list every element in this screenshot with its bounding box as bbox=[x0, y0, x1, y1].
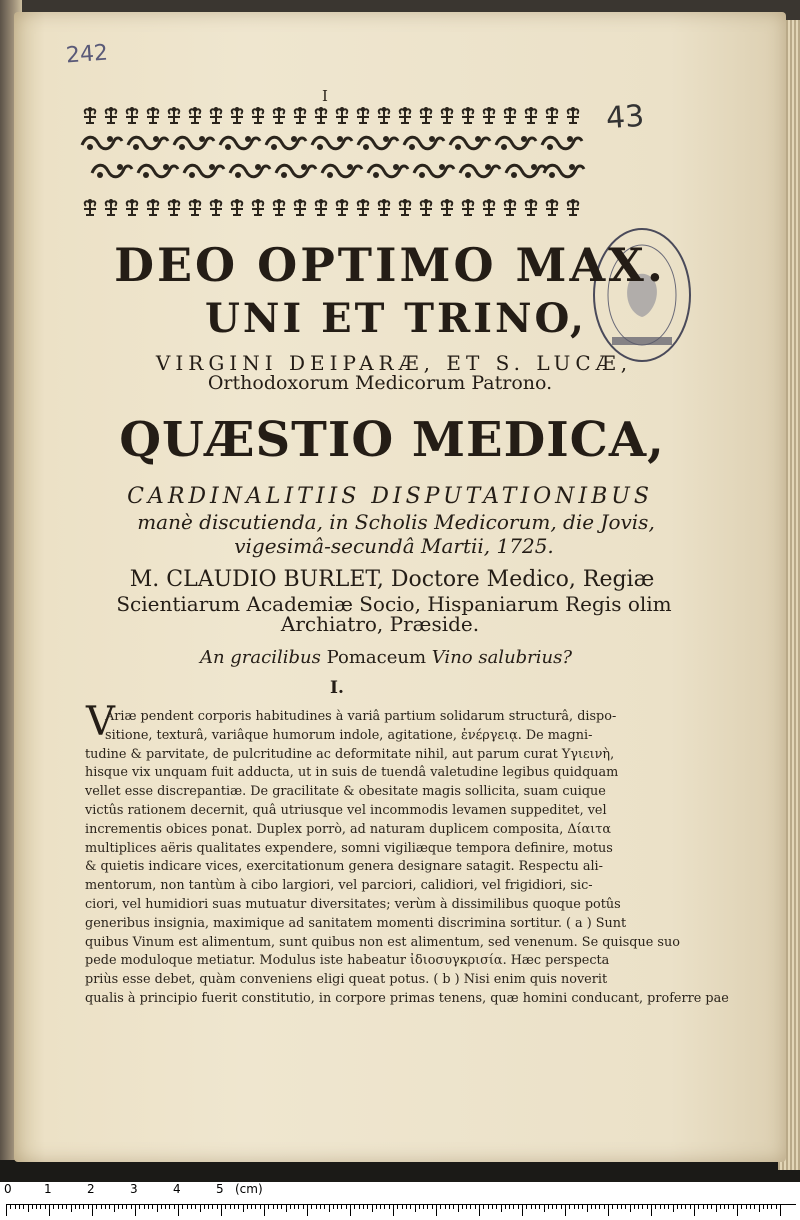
ruler-tick bbox=[178, 1204, 179, 1216]
ruler-tick bbox=[655, 1204, 656, 1209]
question-part-1: An gracilibus bbox=[199, 647, 321, 668]
scale-ruler bbox=[0, 1182, 800, 1220]
ruler-tick bbox=[587, 1204, 588, 1212]
ruler-tick bbox=[698, 1204, 699, 1209]
ruler-tick bbox=[612, 1204, 613, 1209]
ruler-tick bbox=[157, 1204, 158, 1212]
ruler-tick bbox=[638, 1204, 639, 1209]
ruler-tick bbox=[552, 1204, 553, 1209]
ruler-tick bbox=[45, 1204, 46, 1209]
ruler-tick bbox=[630, 1204, 631, 1212]
title-line-1: DEO OPTIMO MAX. bbox=[114, 238, 666, 292]
ruler-tick bbox=[737, 1204, 738, 1216]
ruler-tick bbox=[234, 1204, 235, 1209]
ruler-tick bbox=[260, 1204, 261, 1209]
ruler-tick bbox=[384, 1204, 385, 1209]
ruler-tick bbox=[114, 1204, 115, 1212]
ruler-tick bbox=[578, 1204, 579, 1209]
ruler-tick bbox=[92, 1204, 93, 1216]
ruler-tick bbox=[148, 1204, 149, 1209]
ruler-tick bbox=[462, 1204, 463, 1209]
ruler-tick bbox=[169, 1204, 170, 1209]
folio-number: I bbox=[322, 87, 328, 105]
praeses-line-2: Scientiarum Academiæ Socio, Hispaniarum Regis olim bbox=[116, 592, 672, 616]
ruler-tick bbox=[668, 1204, 669, 1209]
ornament-row-scroll-2 bbox=[92, 164, 584, 178]
ruler-tick bbox=[247, 1204, 248, 1209]
ruler-tick bbox=[711, 1204, 712, 1209]
ruler-tick bbox=[703, 1204, 704, 1209]
ruler-tick bbox=[518, 1204, 519, 1209]
ruler-tick bbox=[642, 1204, 643, 1209]
ruler-tick bbox=[776, 1204, 777, 1209]
question-line bbox=[0, 647, 786, 668]
ruler-tick bbox=[591, 1204, 592, 1209]
ruler-tick bbox=[488, 1204, 489, 1209]
ruler-tick bbox=[174, 1204, 175, 1209]
ruler-tick bbox=[617, 1204, 618, 1209]
manuscript-number: 242 bbox=[65, 40, 109, 69]
ruler-tick bbox=[621, 1204, 622, 1209]
drop-cap: V bbox=[86, 699, 115, 745]
ruler-unit: (cm) bbox=[235, 1182, 263, 1196]
body-line: Ariæ pendent corporis habitudines à variâ partium solidarum structurâ, dispo- bbox=[105, 709, 617, 724]
ruler-tick bbox=[354, 1204, 355, 1209]
body-line: qualis à principio fuerit constitutio, in corpore primas tenens, quæ homini conducant, proferre pae bbox=[85, 990, 729, 1006]
ruler-tick bbox=[126, 1204, 127, 1209]
body-line: multiplices aëris qualitates expendere, somni vigiliæque tempora definire, motus bbox=[85, 840, 613, 856]
ruler-tick bbox=[53, 1204, 54, 1209]
body-line: & quietis indicare vices, exercitationum genera designare satagit. Respectu ali- bbox=[85, 859, 603, 875]
body-text bbox=[85, 708, 729, 1009]
ruler-tick bbox=[191, 1204, 192, 1209]
ruler-tick bbox=[350, 1204, 351, 1216]
margin-number: 43 bbox=[604, 98, 646, 137]
ruler-tick bbox=[522, 1204, 523, 1216]
ruler-tick bbox=[389, 1204, 390, 1209]
ruler-tick bbox=[535, 1204, 536, 1209]
body-line: pede moduloque metiatur. Modulus iste habeatur ἰδιοσυγκρισία. Hæc perspecta bbox=[85, 953, 610, 969]
ruler-tick bbox=[264, 1204, 265, 1216]
ruler-tick bbox=[625, 1204, 626, 1209]
ornament-row-bottom bbox=[84, 199, 579, 215]
ruler-tick bbox=[333, 1204, 334, 1209]
ruler-tick bbox=[101, 1204, 102, 1209]
ruler-tick bbox=[88, 1204, 89, 1209]
ruler-tick bbox=[746, 1204, 747, 1209]
ruler-tick bbox=[23, 1204, 24, 1209]
ruler-tick bbox=[483, 1204, 484, 1209]
ruler-tick bbox=[505, 1204, 506, 1209]
ruler-tick bbox=[294, 1204, 295, 1209]
ruler-tick bbox=[281, 1204, 282, 1209]
ruler-tick bbox=[40, 1204, 41, 1209]
ruler-tick bbox=[152, 1204, 153, 1209]
ruler-tick bbox=[135, 1204, 136, 1216]
ruler-label: 2 bbox=[87, 1182, 95, 1196]
ruler-tick bbox=[440, 1204, 441, 1209]
ruler-tick bbox=[118, 1204, 119, 1209]
ruler-tick bbox=[728, 1204, 729, 1209]
ruler-tick bbox=[109, 1204, 110, 1209]
ruler-tick bbox=[376, 1204, 377, 1209]
ruler-tick bbox=[230, 1204, 231, 1209]
ruler-tick bbox=[771, 1204, 772, 1209]
ruler-tick bbox=[36, 1204, 37, 1209]
ruler-tick bbox=[105, 1204, 106, 1209]
ruler-tick bbox=[415, 1204, 416, 1212]
ruler-tick bbox=[436, 1204, 437, 1216]
question-part-2: Pomaceum bbox=[326, 647, 427, 668]
ruler-tick bbox=[501, 1204, 502, 1212]
ruler-tick bbox=[423, 1204, 424, 1209]
ruler-tick bbox=[303, 1204, 304, 1209]
ruler-tick bbox=[28, 1204, 29, 1212]
body-line: vellet esse discrepantiæ. De gracilitate & obesitate magis sollicita, suam cuique bbox=[85, 784, 606, 800]
ruler-tick bbox=[320, 1204, 321, 1209]
ruler-tick bbox=[677, 1204, 678, 1209]
ornament-row-scroll-1 bbox=[82, 136, 582, 150]
ruler-label: 4 bbox=[173, 1182, 181, 1196]
ruler-tick bbox=[754, 1204, 755, 1209]
ruler-tick bbox=[212, 1204, 213, 1209]
ruler-tick bbox=[449, 1204, 450, 1209]
ruler-tick bbox=[565, 1204, 566, 1216]
ruler-tick bbox=[690, 1204, 691, 1209]
ruler-tick bbox=[268, 1204, 269, 1209]
ruler-tick bbox=[380, 1204, 381, 1209]
ruler-tick bbox=[19, 1204, 20, 1209]
ruler-tick bbox=[410, 1204, 411, 1209]
ruler-tick bbox=[144, 1204, 145, 1209]
ornament-row-top bbox=[84, 107, 579, 123]
ruler-label: 0 bbox=[4, 1182, 12, 1196]
ruler-tick bbox=[83, 1204, 84, 1209]
body-line: tudine & parvitate, de pulcritudine ac deformitate nihil, aut parum curat Υγιεινὴ, bbox=[85, 746, 615, 762]
ruler-tick bbox=[759, 1204, 760, 1212]
ruler-tick bbox=[337, 1204, 338, 1209]
ruler-tick bbox=[492, 1204, 493, 1209]
title-line-2: UNI ET TRINO, bbox=[205, 295, 587, 342]
ruler-tick bbox=[200, 1204, 201, 1212]
ruler-tick bbox=[58, 1204, 59, 1209]
ruler-tick bbox=[75, 1204, 76, 1209]
body-line: ciori, vel humidiori suas mutuatur diversitates; verùm à dissimilibus quoque potûs bbox=[85, 896, 621, 912]
ruler-tick bbox=[277, 1204, 278, 1209]
ruler-tick bbox=[6, 1204, 7, 1216]
ruler-tick bbox=[225, 1204, 226, 1209]
ruler-tick bbox=[724, 1204, 725, 1209]
ruler-tick bbox=[767, 1204, 768, 1209]
ruler-tick bbox=[466, 1204, 467, 1209]
ruler-tick bbox=[569, 1204, 570, 1209]
ruler-tick bbox=[556, 1204, 557, 1209]
ruler-tick bbox=[544, 1204, 545, 1212]
title-line-3: VIRGINI DEIPARÆ, ET S. LUCÆ, bbox=[155, 351, 633, 375]
subheading-line-1: CARDINALITIIS DISPUTATIONIBUS bbox=[127, 484, 653, 509]
section-number: I. bbox=[330, 678, 344, 698]
ruler-tick bbox=[341, 1204, 342, 1209]
ruler-tick bbox=[165, 1204, 166, 1209]
ruler-tick bbox=[139, 1204, 140, 1209]
ruler-tick bbox=[324, 1204, 325, 1209]
ruler-tick bbox=[131, 1204, 132, 1209]
ruler-tick bbox=[694, 1204, 695, 1216]
ruler-tick bbox=[561, 1204, 562, 1209]
ruler-tick bbox=[780, 1204, 781, 1216]
ruler-tick bbox=[204, 1204, 205, 1209]
ruler-tick bbox=[432, 1204, 433, 1209]
ruler-tick bbox=[393, 1204, 394, 1216]
ruler-tick bbox=[647, 1204, 648, 1209]
ruler-tick bbox=[427, 1204, 428, 1209]
ruler-tick bbox=[217, 1204, 218, 1209]
ruler-tick bbox=[445, 1204, 446, 1209]
body-line: priùs esse debet, quàm conveniens eligi queat potus. ( b ) Nisi enim quis noverit bbox=[85, 972, 608, 988]
ruler-tick bbox=[122, 1204, 123, 1209]
ruler-tick bbox=[548, 1204, 549, 1209]
ruler-tick bbox=[402, 1204, 403, 1209]
ruler-label: 5 bbox=[216, 1182, 224, 1196]
ruler-tick bbox=[604, 1204, 605, 1209]
ruler-tick bbox=[763, 1204, 764, 1209]
ruler-tick bbox=[10, 1204, 11, 1209]
body-line: quibus Vinum est alimentum, sunt quibus non est alimentum, sed venenum. Se quisque suo bbox=[85, 934, 680, 950]
ruler-tick bbox=[651, 1204, 652, 1216]
body-line: incrementis obices ponat. Duplex porrò, ad naturam duplicem composita, Δίαιτα bbox=[85, 821, 611, 837]
ruler-tick bbox=[707, 1204, 708, 1209]
ruler-tick bbox=[221, 1204, 222, 1216]
ruler-tick bbox=[733, 1204, 734, 1209]
ruler-label: 3 bbox=[130, 1182, 138, 1196]
ruler-tick bbox=[397, 1204, 398, 1209]
ruler-tick bbox=[208, 1204, 209, 1209]
ruler-tick bbox=[195, 1204, 196, 1209]
ruler-label: 1 bbox=[44, 1182, 52, 1196]
ruler-tick bbox=[372, 1204, 373, 1212]
ruler-tick bbox=[49, 1204, 50, 1216]
ruler-tick bbox=[634, 1204, 635, 1209]
ruler-tick bbox=[311, 1204, 312, 1209]
ruler-tick bbox=[539, 1204, 540, 1209]
ruler-tick bbox=[582, 1204, 583, 1209]
ruler-tick bbox=[664, 1204, 665, 1209]
ruler-tick bbox=[526, 1204, 527, 1209]
ruler-tick bbox=[79, 1204, 80, 1209]
ruler-tick bbox=[307, 1204, 308, 1216]
ruler-tick bbox=[599, 1204, 600, 1209]
praeses-line-1: M. CLAUDIO BURLET, Doctore Medico, Regiæ bbox=[129, 567, 655, 592]
ornament-band bbox=[80, 105, 585, 223]
ruler-tick bbox=[286, 1204, 287, 1212]
ruler-tick bbox=[15, 1204, 16, 1209]
ruler-tick bbox=[329, 1204, 330, 1212]
body-line: generibus insignia, maximique ad sanitatem momenti discrimina sortitur. ( a ) Sunt bbox=[85, 915, 627, 931]
ruler-tick bbox=[716, 1204, 717, 1212]
subheading-line-2: manè discutienda, in Scholis Medicorum, die Jovis, bbox=[137, 510, 655, 534]
subheading-line-3: vigesimâ-secundâ Martii, 1725. bbox=[234, 534, 554, 558]
ruler-tick bbox=[66, 1204, 67, 1209]
ruler-tick bbox=[470, 1204, 471, 1209]
ruler-tick bbox=[741, 1204, 742, 1209]
ruler-tick bbox=[660, 1204, 661, 1209]
ruler-tick bbox=[531, 1204, 532, 1209]
ruler-tick bbox=[750, 1204, 751, 1209]
ruler-tick bbox=[238, 1204, 239, 1209]
main-heading: QUÆSTIO MEDICA, bbox=[119, 412, 665, 468]
ruler-tick bbox=[574, 1204, 575, 1209]
ruler-tick bbox=[187, 1204, 188, 1209]
body-line: mentorum, non tantùm à cibo largiori, vel parciori, calidiori, vel frigidiori, sic- bbox=[85, 878, 593, 894]
title-line-4: Orthodoxorum Medicorum Patrono. bbox=[207, 372, 553, 394]
ruler-tick bbox=[273, 1204, 274, 1209]
question-part-3: Vino salubrius? bbox=[431, 647, 573, 668]
body-line: hisque vix unquam fuit adducta, ut in suis de tuendâ valetudine legibus quidquam bbox=[85, 765, 619, 781]
ruler-tick bbox=[96, 1204, 97, 1209]
ruler-tick bbox=[367, 1204, 368, 1209]
ruler-tick bbox=[453, 1204, 454, 1209]
ruler-tick bbox=[346, 1204, 347, 1209]
ruler-tick bbox=[290, 1204, 291, 1209]
ruler-tick bbox=[513, 1204, 514, 1209]
ruler-tick bbox=[458, 1204, 459, 1212]
ruler-tick bbox=[720, 1204, 721, 1209]
ruler-tick bbox=[71, 1204, 72, 1212]
praeses-line-3: Archiatro, Præside. bbox=[280, 612, 480, 636]
ruler-tick bbox=[595, 1204, 596, 1209]
ruler-tick bbox=[475, 1204, 476, 1209]
ruler-tick bbox=[406, 1204, 407, 1209]
ruler-tick bbox=[496, 1204, 497, 1209]
body-line: sitione, texturâ, variâque humorum indole, agitatione, ἐνέργειᾳ. De magni- bbox=[105, 727, 593, 743]
ruler-tick bbox=[298, 1204, 299, 1209]
ruler-tick bbox=[673, 1204, 674, 1212]
ruler-tick bbox=[681, 1204, 682, 1209]
ruler-tick bbox=[479, 1204, 480, 1216]
ruler-tick bbox=[509, 1204, 510, 1209]
ruler-tick bbox=[251, 1204, 252, 1209]
ruler-tick bbox=[608, 1204, 609, 1216]
ruler-tick bbox=[62, 1204, 63, 1209]
ruler-tick bbox=[419, 1204, 420, 1209]
ruler-tick bbox=[182, 1204, 183, 1209]
ruler-tick bbox=[161, 1204, 162, 1209]
ruler-tick bbox=[685, 1204, 686, 1209]
ruler-tick bbox=[32, 1204, 33, 1209]
ruler-tick bbox=[316, 1204, 317, 1209]
ruler-tick bbox=[359, 1204, 360, 1209]
ruler-tick bbox=[243, 1204, 244, 1212]
ruler-tick bbox=[255, 1204, 256, 1209]
ruler-tick bbox=[363, 1204, 364, 1209]
body-line: victûs rationem decernit, quâ utriusque vel incommodis levamen suppeditet, vel bbox=[85, 802, 607, 818]
